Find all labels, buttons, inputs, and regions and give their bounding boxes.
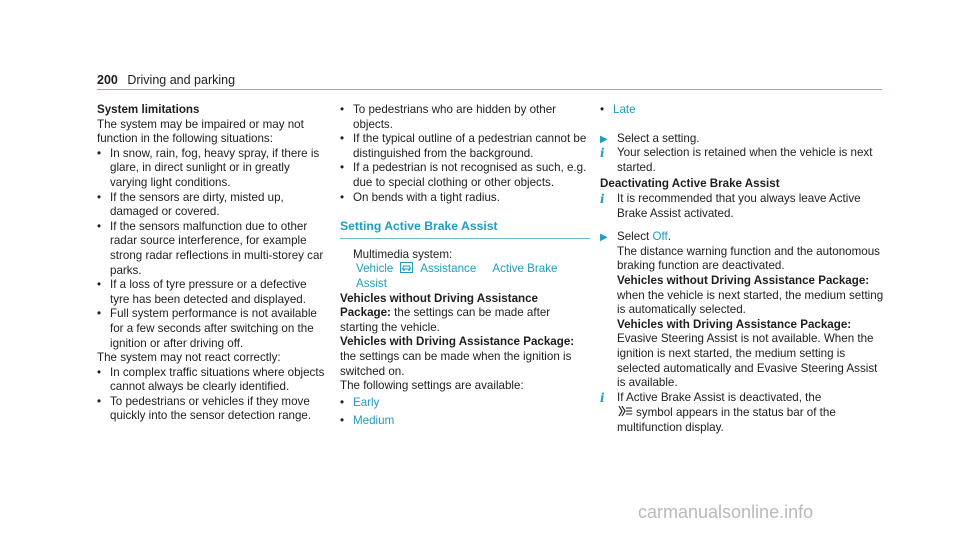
select-prefix: Select bbox=[617, 230, 650, 244]
select-suffix: . bbox=[667, 230, 671, 244]
step-select-off bbox=[600, 230, 885, 391]
info-note-deactivated bbox=[600, 391, 885, 436]
without-package-text: when the vehicle is next started, the medium setting is automatically selected. bbox=[617, 288, 884, 317]
brake-assist-off-icon bbox=[617, 405, 633, 418]
without-package-label: Vehicles without Driving Assistance Package: bbox=[617, 273, 870, 287]
arrow-right-icon: ▶ bbox=[600, 232, 608, 244]
arrow-right-icon: ▶ bbox=[600, 133, 608, 145]
list-item: • To pedestrians who are hidden by other objects. bbox=[340, 103, 590, 132]
list-item: • In complex traffic situations where objects cannot always be clearly identified. bbox=[97, 366, 329, 395]
column-2 bbox=[340, 103, 590, 429]
settings-available-text: The following settings are available: bbox=[340, 379, 524, 393]
without-package-label: Vehicles without Driving Assistance Package: bbox=[340, 291, 539, 320]
intro-text: The system may be impaired or may not function in the following situations: bbox=[97, 117, 304, 146]
react-text: The system may not react correctly: bbox=[97, 351, 281, 365]
off-option: Off bbox=[652, 230, 668, 244]
deactivated-text: If Active Brake Assist is deactivated, the bbox=[617, 390, 822, 404]
page-number: 200 bbox=[97, 73, 118, 87]
with-package-label: Vehicles with Driving Assistance Package: bbox=[340, 335, 575, 349]
setting-option-early: • Early bbox=[340, 396, 590, 411]
list-item: • Full system performance is not available for a few seconds after switching on the ignition or after driving off. bbox=[97, 307, 329, 351]
list-item: • If the typical outline of a pedestrian cannot be distinguished from the background. bbox=[340, 132, 590, 161]
deactivating-heading: Deactivating Active Brake Assist bbox=[600, 177, 780, 191]
with-package-label: Vehicles with Driving Assistance Package: bbox=[617, 317, 852, 331]
list-item: • To pedestrians or vehicles if they move quickly into the sensor detection range. bbox=[97, 395, 329, 424]
menu-path-assistance: Assistance bbox=[420, 262, 477, 276]
step-select-setting bbox=[600, 132, 885, 147]
retained-text: Your selection is retained when the vehicle is next started. bbox=[617, 146, 873, 174]
system-limitations-heading: System limitations bbox=[97, 103, 200, 116]
symbol-text: symbol appears in the status bar of the multifunction display. bbox=[617, 406, 836, 434]
chapter-title: Driving and parking bbox=[127, 73, 236, 87]
column-3 bbox=[600, 103, 885, 435]
info-note-retained bbox=[600, 146, 885, 175]
info-icon: i bbox=[600, 191, 605, 206]
with-package-text: the settings can be made when the ignition is switched on. bbox=[340, 349, 572, 378]
setting-option-late: • Late bbox=[600, 103, 885, 118]
info-icon: i bbox=[600, 390, 605, 405]
column-1 bbox=[97, 103, 329, 424]
distance-warning-text: The distance warning function and the autonomous braking function are deactivated. bbox=[617, 244, 880, 273]
menu-path bbox=[340, 262, 590, 291]
list-item: • If the sensors are dirty, misted up, damaged or covered. bbox=[97, 191, 329, 220]
section-title: Setting Active Brake Assist bbox=[340, 219, 498, 234]
watermark: carmanualsonline.info bbox=[638, 502, 814, 522]
list-item: • In snow, rain, fog, heavy spray, if there is glare, in direct sunlight or in greatly varying light conditions. bbox=[97, 147, 329, 191]
setting-option-medium: • Medium bbox=[340, 414, 590, 429]
page-header bbox=[97, 73, 235, 88]
info-note-recommend bbox=[600, 192, 885, 221]
list-item: • If a pedestrian is not recognised as such, e.g. due to special clothing or other objects. bbox=[340, 161, 590, 190]
without-package-text: the settings can be made after starting the vehicle. bbox=[340, 306, 551, 334]
menu-path-vehicle: Vehicle bbox=[356, 262, 394, 276]
recommend-text: It is recommended that you always leave Active Brake Assist activated. bbox=[617, 191, 861, 220]
list-item: • If a loss of tyre pressure or a defective tyre has been detected and displayed. bbox=[97, 278, 329, 307]
list-item: • On bends with a tight radius. bbox=[340, 191, 590, 206]
info-icon: i bbox=[600, 146, 605, 161]
with-package-text: Evasive Steering Assist is not available. When the ignition is next started, the medium setting is selected automatically and Evasive Steering Assist is available. bbox=[617, 332, 878, 390]
menu-path-active-brake-assist: Active Brake Assist bbox=[356, 262, 558, 290]
car-icon bbox=[400, 262, 413, 273]
list-item: • If the sensors malfunction due to other radar source interference, for example strong radar reflections in multi-storey car parks. bbox=[97, 220, 329, 278]
select-setting-text: Select a setting. bbox=[617, 131, 700, 145]
multimedia-label: Multimedia system: bbox=[353, 247, 453, 261]
header-divider bbox=[97, 89, 882, 90]
